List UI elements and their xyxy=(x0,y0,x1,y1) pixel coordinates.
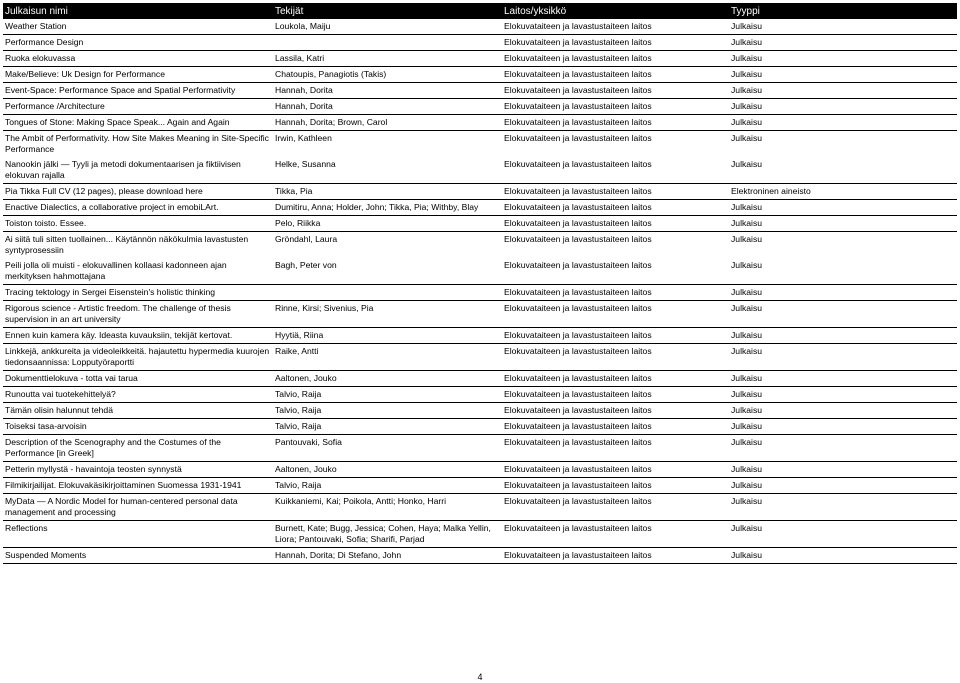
row-authors: Burnett, Kate; Bugg, Jessica; Cohen, Haya; Malka Yellin, Liora; Pantouvaki, Sofia; Sharifi, Parjad xyxy=(275,523,491,544)
row-department: Elokuvataiteen ja lavastustaiteen laitos xyxy=(504,287,652,297)
row-department: Elokuvataiteen ja lavastustaiteen laitos xyxy=(504,373,652,383)
row-type: Julkaisu xyxy=(731,37,763,47)
row-authors: Bagh, Peter von xyxy=(275,260,337,270)
row-title: Performance /Architecture xyxy=(5,101,105,111)
row-authors: Dumitiru, Anna; Holder, John; Tikka, Pia; Withby, Blay xyxy=(275,202,479,212)
table-row xyxy=(3,387,957,403)
row-authors: Talvio, Raija xyxy=(275,405,322,415)
row-title: Tracing tektology in Sergei Eisenstein's holistic thinking xyxy=(5,287,216,297)
row-department: Elokuvataiteen ja lavastustaiteen laitos xyxy=(504,53,652,63)
row-title: Tämän olisin halunnut tehdä xyxy=(5,405,113,415)
row-type: Julkaisu xyxy=(731,69,763,79)
row-authors: Loukola, Maiju xyxy=(275,21,331,31)
row-department: Elokuvataiteen ja lavastustaiteen laitos xyxy=(504,186,652,196)
row-title: The Ambit of Performativity. How Site Makes Meaning in Site-Specific Performance xyxy=(5,133,269,154)
table-row xyxy=(3,344,957,371)
table-row xyxy=(3,19,957,35)
row-authors: Rinne, Kirsi; Sivenius, Pia xyxy=(275,303,374,313)
row-department: Elokuvataiteen ja lavastustaiteen laitos xyxy=(504,496,652,506)
row-title: Ruoka elokuvassa xyxy=(5,53,76,63)
table-row xyxy=(3,301,957,328)
table-row xyxy=(3,200,957,216)
row-authors: Hannah, Dorita xyxy=(275,85,333,95)
header-department: Laitos/yksikkö xyxy=(504,5,567,17)
row-type: Julkaisu xyxy=(731,260,763,270)
row-title: Runoutta vai tuotekehittelyä? xyxy=(5,389,116,399)
row-department: Elokuvataiteen ja lavastustaiteen laitos xyxy=(504,218,652,228)
row-title: Make/Believe: Uk Design for Performance xyxy=(5,69,166,79)
row-authors: Aaltonen, Jouko xyxy=(275,464,337,474)
table-row xyxy=(3,216,957,232)
row-authors xyxy=(272,285,500,300)
row-title: Suspended Moments xyxy=(5,550,87,560)
row-authors: Kuikkaniemi, Kai; Poikola, Antti; Honko, Harri xyxy=(275,496,446,506)
row-department: Elokuvataiteen ja lavastustaiteen laitos xyxy=(504,480,652,490)
header-title: Julkaisun nimi xyxy=(5,5,68,17)
row-type: Julkaisu xyxy=(731,330,763,340)
row-department: Elokuvataiteen ja lavastustaiteen laitos xyxy=(504,523,652,533)
table-row xyxy=(3,521,957,548)
table-row xyxy=(3,35,957,51)
row-title: Filmikirjailijat. Elokuvakäsikirjoittaminen Suomessa 1931-1941 xyxy=(5,480,242,490)
row-department: Elokuvataiteen ja lavastustaiteen laitos xyxy=(504,101,652,111)
table-row xyxy=(3,371,957,387)
row-type: Julkaisu xyxy=(731,159,763,169)
table-row xyxy=(3,462,957,478)
row-department: Elokuvataiteen ja lavastustaiteen laitos xyxy=(504,234,652,244)
row-type: Julkaisu xyxy=(731,373,763,383)
row-type: Julkaisu xyxy=(731,287,763,297)
row-title: Tongues of Stone: Making Space Speak... Again and Again xyxy=(5,117,230,127)
row-type: Julkaisu xyxy=(731,133,763,143)
row-department: Elokuvataiteen ja lavastustaiteen laitos xyxy=(504,260,652,270)
row-type: Julkaisu xyxy=(731,523,763,533)
row-authors: Irwin, Kathleen xyxy=(275,133,332,143)
row-authors: Tikka, Pia xyxy=(275,186,313,196)
row-title: Petterin myllystä - havaintoja teosten synnystä xyxy=(5,464,182,474)
row-type: Julkaisu xyxy=(731,421,763,431)
row-title: Dokumenttielokuva - totta vai tarua xyxy=(5,373,138,383)
table-row xyxy=(3,131,957,157)
row-type: Julkaisu xyxy=(731,346,763,356)
row-type: Julkaisu xyxy=(731,117,763,127)
row-department: Elokuvataiteen ja lavastustaiteen laitos xyxy=(504,159,652,169)
row-department: Elokuvataiteen ja lavastustaiteen laitos xyxy=(504,21,652,31)
row-type: Julkaisu xyxy=(731,202,763,212)
table-row xyxy=(3,83,957,99)
table-row xyxy=(3,494,957,521)
row-title: Toiston toisto. Essee. xyxy=(5,218,87,228)
row-department: Elokuvataiteen ja lavastustaiteen laitos xyxy=(504,133,652,143)
row-department: Elokuvataiteen ja lavastustaiteen laitos xyxy=(504,69,652,79)
row-authors: Helke, Susanna xyxy=(275,159,336,169)
table-row xyxy=(3,478,957,494)
row-department: Elokuvataiteen ja lavastustaiteen laitos xyxy=(504,550,652,560)
row-type: Julkaisu xyxy=(731,53,763,63)
row-department: Elokuvataiteen ja lavastustaiteen laitos xyxy=(504,117,652,127)
row-authors: Raike, Antti xyxy=(275,346,319,356)
row-authors: Talvio, Raija xyxy=(275,421,322,431)
table-row xyxy=(3,157,957,184)
row-department: Elokuvataiteen ja lavastustaiteen laitos xyxy=(504,346,652,356)
row-title: Nanookin jälki — Tyyli ja metodi dokumentaarisen ja fiktiivisen elokuvan rajalla xyxy=(5,159,241,180)
row-department: Elokuvataiteen ja lavastustaiteen laitos xyxy=(504,437,652,447)
header-type: Tyyppi xyxy=(731,5,760,17)
row-type: Julkaisu xyxy=(731,496,763,506)
row-title: Toiseksi tasa-arvoisin xyxy=(5,421,87,431)
row-department: Elokuvataiteen ja lavastustaiteen laitos xyxy=(504,330,652,340)
table-row xyxy=(3,258,957,285)
row-type: Julkaisu xyxy=(731,218,763,228)
row-title: Ennen kuin kamera käy. Ideasta kuvauksiin, tekijät kertovat. xyxy=(5,330,233,340)
table-row xyxy=(3,548,957,564)
table-row xyxy=(3,232,957,258)
table-body xyxy=(3,19,957,564)
row-title: Event-Space: Performance Space and Spatial Performativity xyxy=(5,85,236,95)
row-authors: Lassila, Katri xyxy=(275,53,325,63)
row-type: Elektroninen aineisto xyxy=(731,186,811,196)
row-title: Weather Station xyxy=(5,21,67,31)
row-type: Julkaisu xyxy=(731,437,763,447)
row-department: Elokuvataiteen ja lavastustaiteen laitos xyxy=(504,202,652,212)
row-authors: Pantouvaki, Sofia xyxy=(275,437,342,447)
row-department: Elokuvataiteen ja lavastustaiteen laitos xyxy=(504,37,652,47)
table-row xyxy=(3,403,957,419)
row-authors: Hannah, Dorita; Brown, Carol xyxy=(275,117,388,127)
row-department: Elokuvataiteen ja lavastustaiteen laitos xyxy=(504,389,652,399)
row-title: Ai siitä tuli sitten tuollainen... Käytännön näkökulmia lavastusten syntyprosessiin xyxy=(5,234,249,255)
row-type: Julkaisu xyxy=(731,21,763,31)
row-type: Julkaisu xyxy=(731,464,763,474)
row-authors: Hannah, Dorita xyxy=(275,101,333,111)
row-authors xyxy=(272,35,500,50)
page-number: 4 xyxy=(477,672,483,682)
publications-table xyxy=(3,3,957,564)
row-authors: Hyytiä, Riina xyxy=(275,330,324,340)
row-title: Enactive Dialectics, a collaborative project in emobiLArt. xyxy=(5,202,219,212)
table-row xyxy=(3,51,957,67)
row-authors: Hannah, Dorita; Di Stefano, John xyxy=(275,550,402,560)
table-row xyxy=(3,67,957,83)
row-type: Julkaisu xyxy=(731,405,763,415)
row-title: Peili jolla oli muisti - elokuvallinen kollaasi kadonneen ajan merkityksen hahmottajana xyxy=(5,260,227,281)
row-title: Linkkejä, ankkureita ja videoleikkeitä. hajautettu hypermedia kuurojen tiedonsaannissa: Lopputyöraportti xyxy=(5,346,270,367)
table-header xyxy=(3,3,957,19)
table-row xyxy=(3,115,957,131)
row-department: Elokuvataiteen ja lavastustaiteen laitos xyxy=(504,405,652,415)
row-title: MyData — A Nordic Model for human-centered personal data management and processing xyxy=(5,496,238,517)
row-authors: Pelo, Riikka xyxy=(275,218,321,228)
row-type: Julkaisu xyxy=(731,480,763,490)
row-title: Reflections xyxy=(5,523,48,533)
table-row xyxy=(3,184,957,200)
row-authors: Chatoupis, Panagiotis (Takis) xyxy=(275,69,387,79)
row-department: Elokuvataiteen ja lavastustaiteen laitos xyxy=(504,85,652,95)
table-row xyxy=(3,328,957,344)
row-department: Elokuvataiteen ja lavastustaiteen laitos xyxy=(504,421,652,431)
row-type: Julkaisu xyxy=(731,303,763,313)
row-title: Description of the Scenography and the Costumes of the Performance [in Greek] xyxy=(5,437,221,458)
row-department: Elokuvataiteen ja lavastustaiteen laitos xyxy=(504,303,652,313)
row-title: Performance Design xyxy=(5,37,84,47)
row-authors: Gröndahl, Laura xyxy=(275,234,338,244)
row-department: Elokuvataiteen ja lavastustaiteen laitos xyxy=(504,464,652,474)
row-type: Julkaisu xyxy=(731,101,763,111)
row-title: Pia Tikka Full CV (12 pages), please download here xyxy=(5,186,203,196)
table-row xyxy=(3,99,957,115)
row-type: Julkaisu xyxy=(731,389,763,399)
table-row xyxy=(3,419,957,435)
row-type: Julkaisu xyxy=(731,234,763,244)
row-title: Rigorous science - Artistic freedom. The challenge of thesis supervision in an art university xyxy=(5,303,231,324)
header-authors: Tekijät xyxy=(275,5,304,17)
row-authors: Talvio, Raija xyxy=(275,389,322,399)
table-row xyxy=(3,435,957,462)
row-type: Julkaisu xyxy=(731,550,763,560)
row-authors: Talvio, Raija xyxy=(275,480,322,490)
row-authors: Aaltonen, Jouko xyxy=(275,373,337,383)
row-type: Julkaisu xyxy=(731,85,763,95)
table-row xyxy=(3,285,957,301)
